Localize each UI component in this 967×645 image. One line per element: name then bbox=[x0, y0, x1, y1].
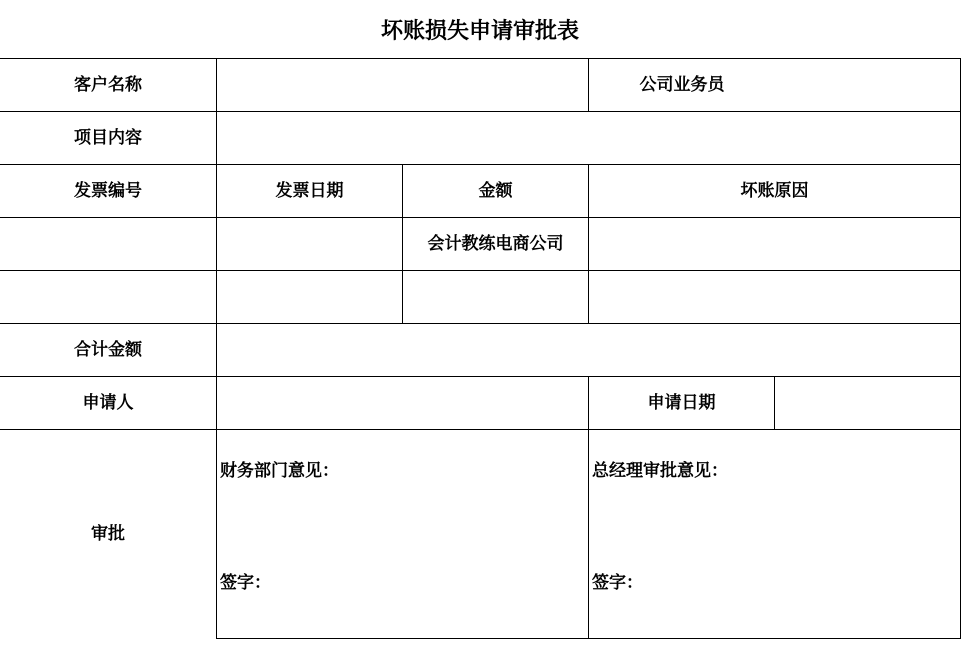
gm-sign-label: 签字： bbox=[592, 573, 643, 593]
header-invoice-no: 发票编号 bbox=[0, 165, 217, 218]
header-invoice-date: 发票日期 bbox=[217, 165, 403, 218]
finance-sign-label: 签字： bbox=[220, 573, 271, 593]
finance-opinion-label: 财务部门意见： bbox=[220, 461, 339, 481]
invoice-date-cell[interactable] bbox=[217, 218, 403, 271]
amount-cell[interactable]: 会计教练电商公司 bbox=[403, 218, 589, 271]
amount-cell[interactable] bbox=[403, 271, 589, 324]
label-salesperson: 公司业务员 bbox=[589, 58, 775, 112]
page-title: 坏账损失申请审批表 bbox=[380, 19, 579, 44]
invoice-no-cell[interactable] bbox=[0, 218, 217, 271]
apply-date-field[interactable] bbox=[775, 377, 961, 430]
label-apply-date: 申请日期 bbox=[589, 377, 775, 430]
customer-name-field[interactable] bbox=[217, 58, 589, 112]
total-amount-field[interactable] bbox=[217, 324, 961, 377]
header-bad-debt-reason: 坏账原因 bbox=[589, 165, 961, 218]
project-content-field[interactable] bbox=[217, 112, 961, 165]
label-total-amount: 合计金额 bbox=[0, 324, 217, 377]
finance-opinion-box[interactable] bbox=[217, 430, 589, 639]
header-amount: 金额 bbox=[403, 165, 589, 218]
label-approval: 审批 bbox=[0, 430, 217, 639]
label-project-content: 项目内容 bbox=[0, 112, 217, 165]
salesperson-field[interactable] bbox=[775, 58, 961, 112]
invoice-no-cell[interactable] bbox=[0, 271, 217, 324]
label-customer-name: 客户名称 bbox=[0, 58, 217, 112]
gm-opinion-box[interactable] bbox=[589, 430, 961, 639]
gm-opinion-label: 总经理审批意见： bbox=[592, 461, 728, 481]
applicant-field[interactable] bbox=[217, 377, 589, 430]
bad-debt-reason-cell[interactable] bbox=[589, 218, 961, 271]
bad-debt-reason-cell[interactable] bbox=[589, 271, 961, 324]
invoice-date-cell[interactable] bbox=[217, 271, 403, 324]
label-applicant: 申请人 bbox=[0, 377, 217, 430]
